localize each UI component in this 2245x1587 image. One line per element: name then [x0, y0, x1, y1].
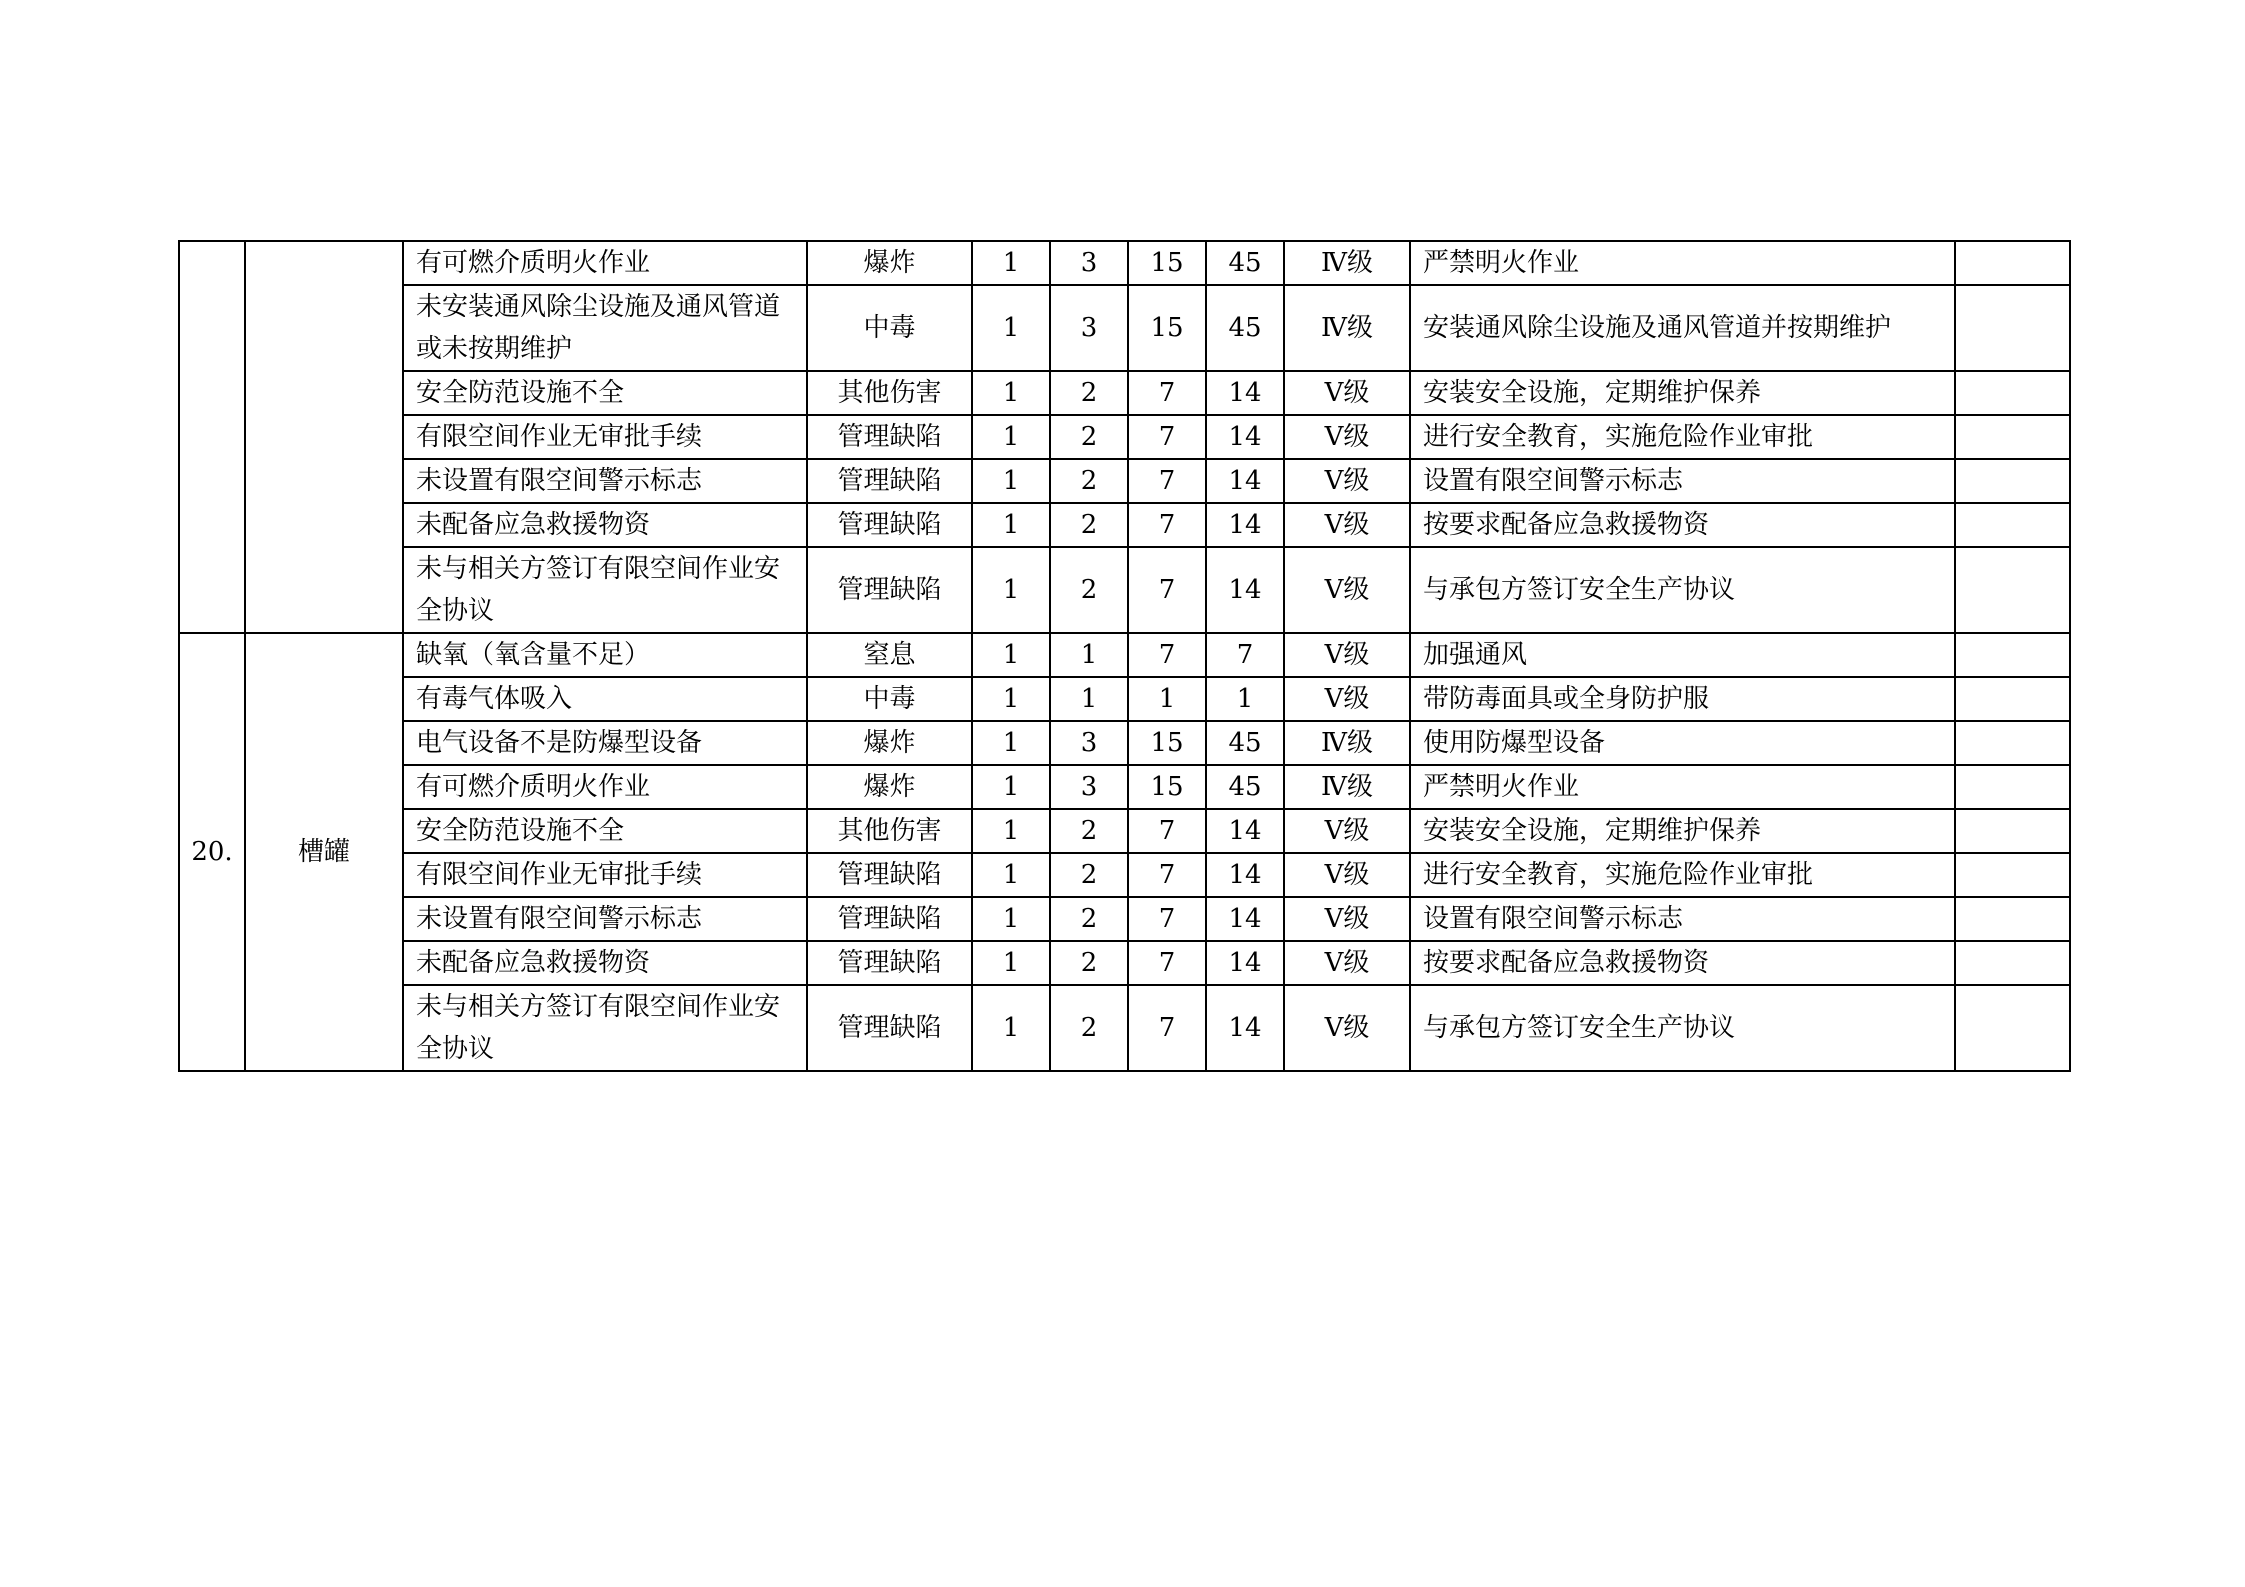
- hazard-cell: 未设置有限空间警示标志: [403, 897, 807, 941]
- remark-cell: [1955, 721, 2070, 765]
- control-measure-cell: 与承包方签订安全生产协议: [1410, 985, 1955, 1071]
- table-row: [179, 241, 2070, 285]
- exposure-cell: 2: [1050, 371, 1128, 415]
- remark-cell: [1955, 985, 2070, 1071]
- accident-type-cell: 管理缺陷: [807, 985, 972, 1071]
- hazard-cell: 安全防范设施不全: [403, 809, 807, 853]
- control-measure-cell: 严禁明火作业: [1410, 765, 1955, 809]
- exposure-cell: 2: [1050, 503, 1128, 547]
- remark-cell: [1955, 547, 2070, 633]
- table-row: [179, 677, 2070, 721]
- table-row: [179, 853, 2070, 897]
- consequence-cell: 1: [1128, 677, 1206, 721]
- risk-value-cell: 14: [1206, 371, 1284, 415]
- table-row: [179, 285, 2070, 371]
- remark-cell: [1955, 415, 2070, 459]
- table-row: [179, 459, 2070, 503]
- table-row: [179, 985, 2070, 1071]
- consequence-cell: 7: [1128, 547, 1206, 633]
- exposure-cell: 2: [1050, 985, 1128, 1071]
- remark-cell: [1955, 459, 2070, 503]
- consequence-cell: 7: [1128, 459, 1206, 503]
- likelihood-cell: 1: [972, 985, 1050, 1071]
- risk-value-cell: 45: [1206, 241, 1284, 285]
- hazard-cell: 未配备应急救援物资: [403, 941, 807, 985]
- table-row: [179, 721, 2070, 765]
- likelihood-cell: 1: [972, 941, 1050, 985]
- consequence-cell: 15: [1128, 285, 1206, 371]
- table-row: [179, 897, 2070, 941]
- remark-cell: [1955, 853, 2070, 897]
- control-measure-cell: 与承包方签订安全生产协议: [1410, 547, 1955, 633]
- remark-cell: [1955, 285, 2070, 371]
- control-measure-cell: 严禁明火作业: [1410, 241, 1955, 285]
- hazard-cell: 电气设备不是防爆型设备: [403, 721, 807, 765]
- exposure-cell: 3: [1050, 241, 1128, 285]
- risk-level-cell: Ⅴ级: [1284, 941, 1410, 985]
- control-measure-cell: 带防毒面具或全身防护服: [1410, 677, 1955, 721]
- likelihood-cell: 1: [972, 677, 1050, 721]
- risk-value-cell: 14: [1206, 853, 1284, 897]
- exposure-cell: 1: [1050, 677, 1128, 721]
- exposure-cell: 3: [1050, 285, 1128, 371]
- hazard-cell: 缺氧（氧含量不足）: [403, 633, 807, 677]
- risk-value-cell: 45: [1206, 765, 1284, 809]
- consequence-cell: 7: [1128, 371, 1206, 415]
- risk-level-cell: Ⅴ级: [1284, 503, 1410, 547]
- risk-level-cell: Ⅴ级: [1284, 853, 1410, 897]
- risk-level-cell: Ⅳ级: [1284, 765, 1410, 809]
- likelihood-cell: 1: [972, 809, 1050, 853]
- table-body: [179, 241, 2070, 1071]
- remark-cell: [1955, 677, 2070, 721]
- table-row: [179, 633, 2070, 677]
- likelihood-cell: 1: [972, 503, 1050, 547]
- likelihood-cell: 1: [972, 415, 1050, 459]
- exposure-cell: 2: [1050, 415, 1128, 459]
- control-measure-cell: 设置有限空间警示标志: [1410, 459, 1955, 503]
- accident-type-cell: 管理缺陷: [807, 897, 972, 941]
- control-measure-cell: 安装安全设施，定期维护保养: [1410, 809, 1955, 853]
- likelihood-cell: 1: [972, 721, 1050, 765]
- hazard-cell: 有限空间作业无审批手续: [403, 415, 807, 459]
- control-measure-cell: 设置有限空间警示标志: [1410, 897, 1955, 941]
- control-measure-cell: 按要求配备应急救援物资: [1410, 941, 1955, 985]
- likelihood-cell: 1: [972, 371, 1050, 415]
- remark-cell: [1955, 371, 2070, 415]
- risk-level-cell: Ⅴ级: [1284, 459, 1410, 503]
- risk-level-cell: Ⅳ级: [1284, 721, 1410, 765]
- exposure-cell: 2: [1050, 853, 1128, 897]
- consequence-cell: 15: [1128, 765, 1206, 809]
- consequence-cell: 7: [1128, 941, 1206, 985]
- risk-value-cell: 14: [1206, 459, 1284, 503]
- accident-type-cell: 爆炸: [807, 721, 972, 765]
- remark-cell: [1955, 503, 2070, 547]
- hazard-cell: 有限空间作业无审批手续: [403, 853, 807, 897]
- hazard-cell: 安全防范设施不全: [403, 371, 807, 415]
- control-measure-cell: 使用防爆型设备: [1410, 721, 1955, 765]
- accident-type-cell: 中毒: [807, 285, 972, 371]
- consequence-cell: 7: [1128, 853, 1206, 897]
- likelihood-cell: 1: [972, 897, 1050, 941]
- consequence-cell: 7: [1128, 809, 1206, 853]
- risk-level-cell: Ⅴ级: [1284, 897, 1410, 941]
- consequence-cell: 7: [1128, 985, 1206, 1071]
- consequence-cell: 7: [1128, 897, 1206, 941]
- accident-type-cell: 爆炸: [807, 241, 972, 285]
- control-measure-cell: 加强通风: [1410, 633, 1955, 677]
- accident-type-cell: 窒息: [807, 633, 972, 677]
- remark-cell: [1955, 765, 2070, 809]
- hazard-cell: 未与相关方签订有限空间作业安全协议: [403, 547, 807, 633]
- hazard-cell: 未安装通风除尘设施及通风管道或未按期维护: [403, 285, 807, 371]
- hazard-cell: 未与相关方签订有限空间作业安全协议: [403, 985, 807, 1071]
- risk-level-cell: Ⅴ级: [1284, 371, 1410, 415]
- section-name-cell: [245, 241, 403, 633]
- hazard-cell: 未设置有限空间警示标志: [403, 459, 807, 503]
- risk-level-cell: Ⅴ级: [1284, 415, 1410, 459]
- risk-assessment-table: [178, 240, 2071, 1072]
- hazard-cell: 有可燃介质明火作业: [403, 241, 807, 285]
- risk-value-cell: 14: [1206, 809, 1284, 853]
- section-number-cell: 20.: [179, 633, 245, 1071]
- table-row: [179, 415, 2070, 459]
- accident-type-cell: 管理缺陷: [807, 459, 972, 503]
- likelihood-cell: 1: [972, 633, 1050, 677]
- control-measure-cell: 进行安全教育，实施危险作业审批: [1410, 853, 1955, 897]
- control-measure-cell: 安装通风除尘设施及通风管道并按期维护: [1410, 285, 1955, 371]
- exposure-cell: 2: [1050, 897, 1128, 941]
- table-row: [179, 547, 2070, 633]
- exposure-cell: 2: [1050, 547, 1128, 633]
- risk-value-cell: 14: [1206, 503, 1284, 547]
- exposure-cell: 2: [1050, 809, 1128, 853]
- hazard-cell: 有可燃介质明火作业: [403, 765, 807, 809]
- accident-type-cell: 管理缺陷: [807, 415, 972, 459]
- risk-value-cell: 14: [1206, 415, 1284, 459]
- likelihood-cell: 1: [972, 285, 1050, 371]
- accident-type-cell: 管理缺陷: [807, 547, 972, 633]
- accident-type-cell: 爆炸: [807, 765, 972, 809]
- risk-level-cell: Ⅴ级: [1284, 633, 1410, 677]
- table-row: [179, 941, 2070, 985]
- hazard-cell: 未配备应急救援物资: [403, 503, 807, 547]
- likelihood-cell: 1: [972, 459, 1050, 503]
- accident-type-cell: 其他伤害: [807, 371, 972, 415]
- table-row: [179, 765, 2070, 809]
- risk-value-cell: 14: [1206, 941, 1284, 985]
- table-row: [179, 809, 2070, 853]
- risk-value-cell: 45: [1206, 721, 1284, 765]
- consequence-cell: 7: [1128, 503, 1206, 547]
- risk-level-cell: Ⅳ级: [1284, 241, 1410, 285]
- exposure-cell: 3: [1050, 721, 1128, 765]
- remark-cell: [1955, 809, 2070, 853]
- likelihood-cell: 1: [972, 765, 1050, 809]
- exposure-cell: 2: [1050, 941, 1128, 985]
- risk-level-cell: Ⅴ级: [1284, 547, 1410, 633]
- accident-type-cell: 管理缺陷: [807, 853, 972, 897]
- accident-type-cell: 其他伤害: [807, 809, 972, 853]
- remark-cell: [1955, 941, 2070, 985]
- consequence-cell: 15: [1128, 721, 1206, 765]
- control-measure-cell: 进行安全教育，实施危险作业审批: [1410, 415, 1955, 459]
- likelihood-cell: 1: [972, 547, 1050, 633]
- exposure-cell: 3: [1050, 765, 1128, 809]
- consequence-cell: 15: [1128, 241, 1206, 285]
- section-number-cell: [179, 241, 245, 633]
- risk-value-cell: 7: [1206, 633, 1284, 677]
- risk-level-cell: Ⅴ级: [1284, 985, 1410, 1071]
- table-row: [179, 371, 2070, 415]
- table-row: [179, 503, 2070, 547]
- consequence-cell: 7: [1128, 415, 1206, 459]
- hazard-cell: 有毒气体吸入: [403, 677, 807, 721]
- remark-cell: [1955, 897, 2070, 941]
- risk-level-cell: Ⅴ级: [1284, 677, 1410, 721]
- accident-type-cell: 管理缺陷: [807, 941, 972, 985]
- accident-type-cell: 管理缺陷: [807, 503, 972, 547]
- remark-cell: [1955, 241, 2070, 285]
- risk-value-cell: 14: [1206, 547, 1284, 633]
- exposure-cell: 1: [1050, 633, 1128, 677]
- risk-level-cell: Ⅳ级: [1284, 285, 1410, 371]
- exposure-cell: 2: [1050, 459, 1128, 503]
- remark-cell: [1955, 633, 2070, 677]
- risk-value-cell: 14: [1206, 897, 1284, 941]
- accident-type-cell: 中毒: [807, 677, 972, 721]
- risk-level-cell: Ⅴ级: [1284, 809, 1410, 853]
- section-name-cell: 槽罐: [245, 633, 403, 1071]
- risk-value-cell: 14: [1206, 985, 1284, 1071]
- control-measure-cell: 按要求配备应急救援物资: [1410, 503, 1955, 547]
- control-measure-cell: 安装安全设施，定期维护保养: [1410, 371, 1955, 415]
- risk-value-cell: 1: [1206, 677, 1284, 721]
- likelihood-cell: 1: [972, 853, 1050, 897]
- risk-value-cell: 45: [1206, 285, 1284, 371]
- likelihood-cell: 1: [972, 241, 1050, 285]
- consequence-cell: 7: [1128, 633, 1206, 677]
